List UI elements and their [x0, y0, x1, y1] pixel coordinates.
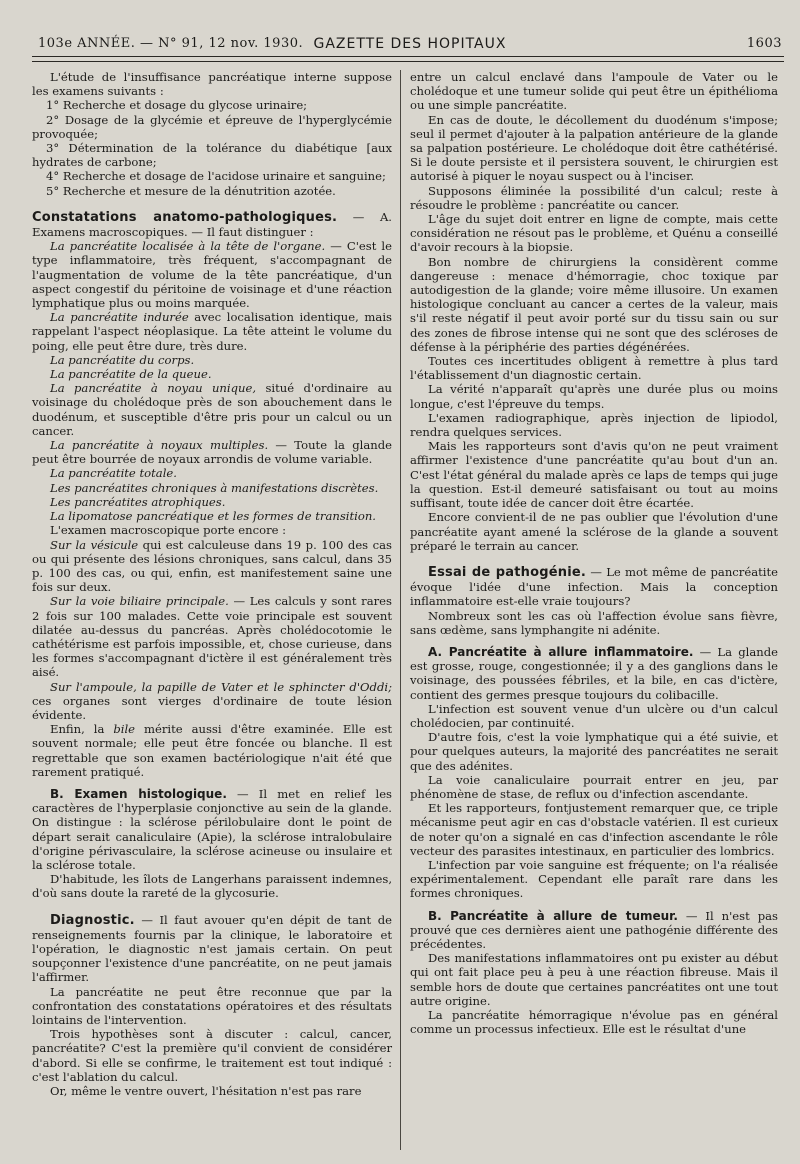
- paragraph: Supposons éliminée la possibilité d'un calcul; reste à résoudre le problème : pancréatite ou cancer.: [410, 183, 778, 212]
- paragraph: La pancréatite hémorragique n'évolue pas en général comme un processus infectieux. Elle est le résultat d'une: [410, 1008, 778, 1037]
- paragraph: Or, même le ventre ouvert, l'hésitation n'est pas rare: [50, 1084, 362, 1099]
- paragraph: La vérité n'apparaît qu'après une durée plus ou moins longue, c'est l'épreuve du temps.: [410, 382, 778, 411]
- paragraph: D'habitude, les îlots de Langerhans paraissent indemnes, d'où sans doute la rareté de la glycosurie.: [32, 872, 392, 901]
- paragraph: La pancréatite à noyau unique, situé d'ordinaire au voisinage du cholédoque près de son abouchement dans le duodénum, et susceptible d'être pris pour un calcul ou un cancer.: [32, 381, 392, 438]
- section-pathogenie: [410, 565, 778, 609]
- intro-paragraph: L'étude de l'insuffisance pancréatique interne suppose les examens suivants :: [32, 70, 392, 99]
- paragraph: B. Examen histologique. — Il met en relief les caractères de l'hyperplasie conjonctive au sein de la glande. On distingue : la sclérose périlobulaire dont le point de départ serait canaliculaire (Apie), la sclérose intralobulaire d'origine périvasculaire, la sclérose acineuse ou insulaire et la sclérose totale.: [32, 786, 393, 872]
- paragraph: A. Pancréatite à allure inflammatoire. — La glande est grosse, rouge, congestionnée; il y a des ganglions dans le voisinage, des poussées fébriles, et la bile, en cas d'ictère, contient des germes presque toujours du colibacille.: [410, 644, 778, 702]
- left-column: [32, 70, 392, 1098]
- paragraph: L'âge du sujet doit entrer en ligne de compte, mais cette considération ne résout pas le problème, et Quénu a conseillé d'avoir recours à la biopsie.: [410, 212, 778, 255]
- paragraph: La pancréatite localisée à la tête de l'organe. — C'est le type inflammatoire, très fréquent, s'accompagnant de l'augmentation de volume de la tête pancréatique, d'un aspect congestif du péritoine de voisinage et d'une réaction lymphatique plus ou moins marquée.: [32, 239, 392, 311]
- paragraph: Trois hypothèses sont à discuter : calcul, cancer, pancréatite? C'est la première qu'il convient de considérer d'abord. Si elle se confirme, le traitement est tout indiqué : c'est l'ablation du calcul.: [32, 1027, 392, 1084]
- paragraph: La pancréatite à noyaux multiples. — Toute la glande peut être bourrée de noyaux arrondis de volume variable.: [32, 438, 393, 467]
- right-column: [410, 70, 778, 1036]
- paragraph: La pancréatite ne peut être reconnue que par la confrontation des constatations opératoires et des résultats lointains de l'intervention.: [32, 984, 392, 1027]
- column-divider: [400, 70, 401, 1150]
- paragraph: Et les rapporteurs, fontjustement remarquer que, ce triple mécanisme peut agir en cas d'obstacle vatérien. Il est curieux de noter qu'on a signalé en cas d'infection ascendante le rôle vecteur des parasites intestinaux, en particulier des lombrics.: [410, 801, 778, 858]
- paragraph: Mais les rapporteurs sont d'avis qu'on ne peut vraiment affirmer l'existence d'une pancréatite qu'au bout d'un an. C'est l'état général du malade après ce laps de temps qui juge la question. Est-il demeuré satisfaisant ou tout au moins suffisant, toute idée de cancer doit être écartée.: [410, 439, 778, 511]
- paragraph: La voie canaliculaire pourrait entrer en jeu, par phénomène de stase, de reflux ou d'infection ascendante.: [410, 772, 778, 801]
- paragraph: Bon nombre de chirurgiens la considèrent comme dangereuse : menace d'hémorragie, choc toxique par autodigestion de la glande; voire même illusoire. Un examen histologique concluant au cancer a certes de la valeur, mais s'il reste négatif il peut avoir porté sur du tissu sain ou sur des zones de fibrose intense qui ne sont que des scléroses de défense à la périphérie des parties dégénérées.: [410, 254, 778, 354]
- paragraph: Nombreux sont les cas où l'affection évolue sans fièvre, sans œdème, sans lymphangite ni adénite.: [410, 608, 778, 637]
- page-number: 1603: [746, 36, 782, 51]
- paragraph: B. Pancréatite à allure de tumeur. — Il n'est pas prouvé que ces dernières aient une pathogénie différente des précédentes.: [410, 908, 778, 951]
- header-rule-top: [32, 56, 784, 57]
- paragraph: Diagnostic. — Il faut avouer qu'en dépit de tant de renseignements fournis par la clinique, le laboratoire et l'opération, le diagnostic n'est jamais certain. On peut soupçonner l'existence d'une pancréatite, on ne peut jamais l'affirmer.: [32, 912, 392, 985]
- list-item: 3° Détermination de la tolérance du diabétique [aux hydrates de carbone;: [32, 141, 392, 170]
- page-header: [38, 36, 782, 56]
- section-heading: B. Pancréatite à allure de tumeur.: [428, 908, 678, 923]
- paragraph: En cas de doute, le décollement du duodénum s'impose; seul il permet d'ajouter à la palpation antérieure de la glande sa palpation postérieure. Le cholédoque doit être cathétérisé. Si le doute persiste et il persistera souvent, le chirurgien est autorisé à piquer le noyau suspect ou à l'inciser.: [410, 112, 778, 184]
- paragraph: La pancréatite de la queue.: [50, 367, 212, 382]
- paragraph: Toutes ces incertitudes obligent à remettre à plus tard l'établissement d'un diagnostic certain.: [410, 354, 778, 383]
- paragraph: La pancréatite indurée avec localisation identique, mais rappelant l'aspect néoplasique. La tête atteint le volume du poing, elle peut être dure, très dure.: [32, 310, 392, 353]
- section-heading: Constatations anatomo-pathologiques.: [32, 209, 338, 225]
- paragraph: La pancréatite totale.: [50, 466, 177, 481]
- list-item: 5° Recherche et mesure de la dénutrition azotée.: [46, 183, 336, 198]
- paragraph: Constatations anatomo-pathologiques. — A. Examens macroscopiques. — Il faut distinguer :: [32, 209, 392, 240]
- paragraph: Encore convient-il de ne pas oublier que l'évolution d'une pancréatite ayant amené la sclérose de la glande a souvent préparé le terrain au cancer.: [410, 510, 778, 553]
- section-constatations: [32, 210, 392, 239]
- paragraph: La pancréatite du corps.: [50, 352, 195, 367]
- paragraph: L'infection est souvent venue d'un ulcère ou d'un calcul cholédocien, par continuité.: [410, 701, 778, 730]
- paragraph: D'autre fois, c'est la voie lymphatique qui a été suivie, et pour quelques auteurs, la majorité des pancréatites ne serait que des adénites.: [410, 730, 778, 773]
- section-heading: Diagnostic.: [50, 912, 135, 928]
- section-heading: A. Pancréatite à allure inflammatoire.: [428, 644, 694, 659]
- journal-title: GAZETTE DES HOPITAUX: [313, 36, 507, 52]
- list-item: 4° Recherche et dosage de l'acidose urinaire et sanguine;: [46, 169, 386, 184]
- paragraph: L'examen macroscopique porte encore :: [50, 523, 287, 538]
- list-item: 2° Dosage de la glycémie et épreuve de l'hyperglycémie provoquée;: [32, 112, 392, 141]
- paragraph: Enfin, la bile mérite aussi d'être examinée. Elle est souvent normale; elle peut être foncée ou blanche. Il est regrettable que son examen bactériologique n'ait été que rarement pratiqué.: [32, 722, 392, 779]
- section-heading: B. Examen histologique.: [50, 786, 227, 801]
- paragraph: Sur la voie biliaire principale. — Les calculs y sont rares 2 fois sur 100 malades. Cette voie principale est souvent dilatée au-dessus du pancréas. Après cholédocotomie le cathétérisme est parfois impossible, et, chose curieuse, dans les formes s'accompagnant d'ictère il est généralement très aisé.: [32, 594, 392, 680]
- list-item: 1° Recherche et dosage du glycose urinaire;: [46, 98, 308, 113]
- section-diagnostic: [32, 913, 392, 985]
- paragraph: La lipomatose pancréatique et les formes de transition.: [50, 509, 376, 524]
- paragraph: L'examen radiographique, après injection de lipiodol, rendra quelques services.: [410, 410, 778, 440]
- paragraph: Les pancréatites chroniques à manifestations discrètes.: [50, 480, 379, 495]
- paragraph: Sur l'ampoule, la papille de Vater et le sphincter d'Oddi; ces organes sont vierges d'ordinaire de toute lésion évidente.: [32, 679, 392, 722]
- paragraph: Des manifestations inflammatoires ont pu exister au début qui ont fait place peu à peu à une réaction fibreuse. Mais il semble hors de doute que certaines pancréatites ont une tout autre origine.: [410, 951, 778, 1008]
- section-heading: Essai de pathogénie.: [428, 564, 587, 580]
- paragraph: entre un calcul enclavé dans l'ampoule de Vater ou le cholédoque et une tumeur solide qui peut être un épithélioma ou une simple pancréatite.: [410, 70, 778, 113]
- paragraph: Sur la vésicule qui est calculeuse dans 19 p. 100 des cas ou qui présente des lésions chroniques, sans calcul, dans 35 p. 100 des cas, ou qui, enfin, est manifestement saine une fois sur deux.: [32, 537, 392, 595]
- issue-info: 103e ANNÉE. — N° 91, 12 nov. 1930.: [38, 36, 304, 51]
- paragraph: Essai de pathogénie. — Le mot même de pancréatite évoque l'idée d'une infection. Mais la conception inflammatoire est-elle vraie toujours?: [410, 564, 779, 609]
- header-rule-bottom: [32, 61, 784, 62]
- paragraph: Les pancréatites atrophiques.: [50, 494, 226, 509]
- paragraph: L'infection par voie sanguine est fréquente; on l'a réalisée expérimentalement. Cependant elle paraît rare dans les formes chroniques.: [410, 857, 778, 901]
